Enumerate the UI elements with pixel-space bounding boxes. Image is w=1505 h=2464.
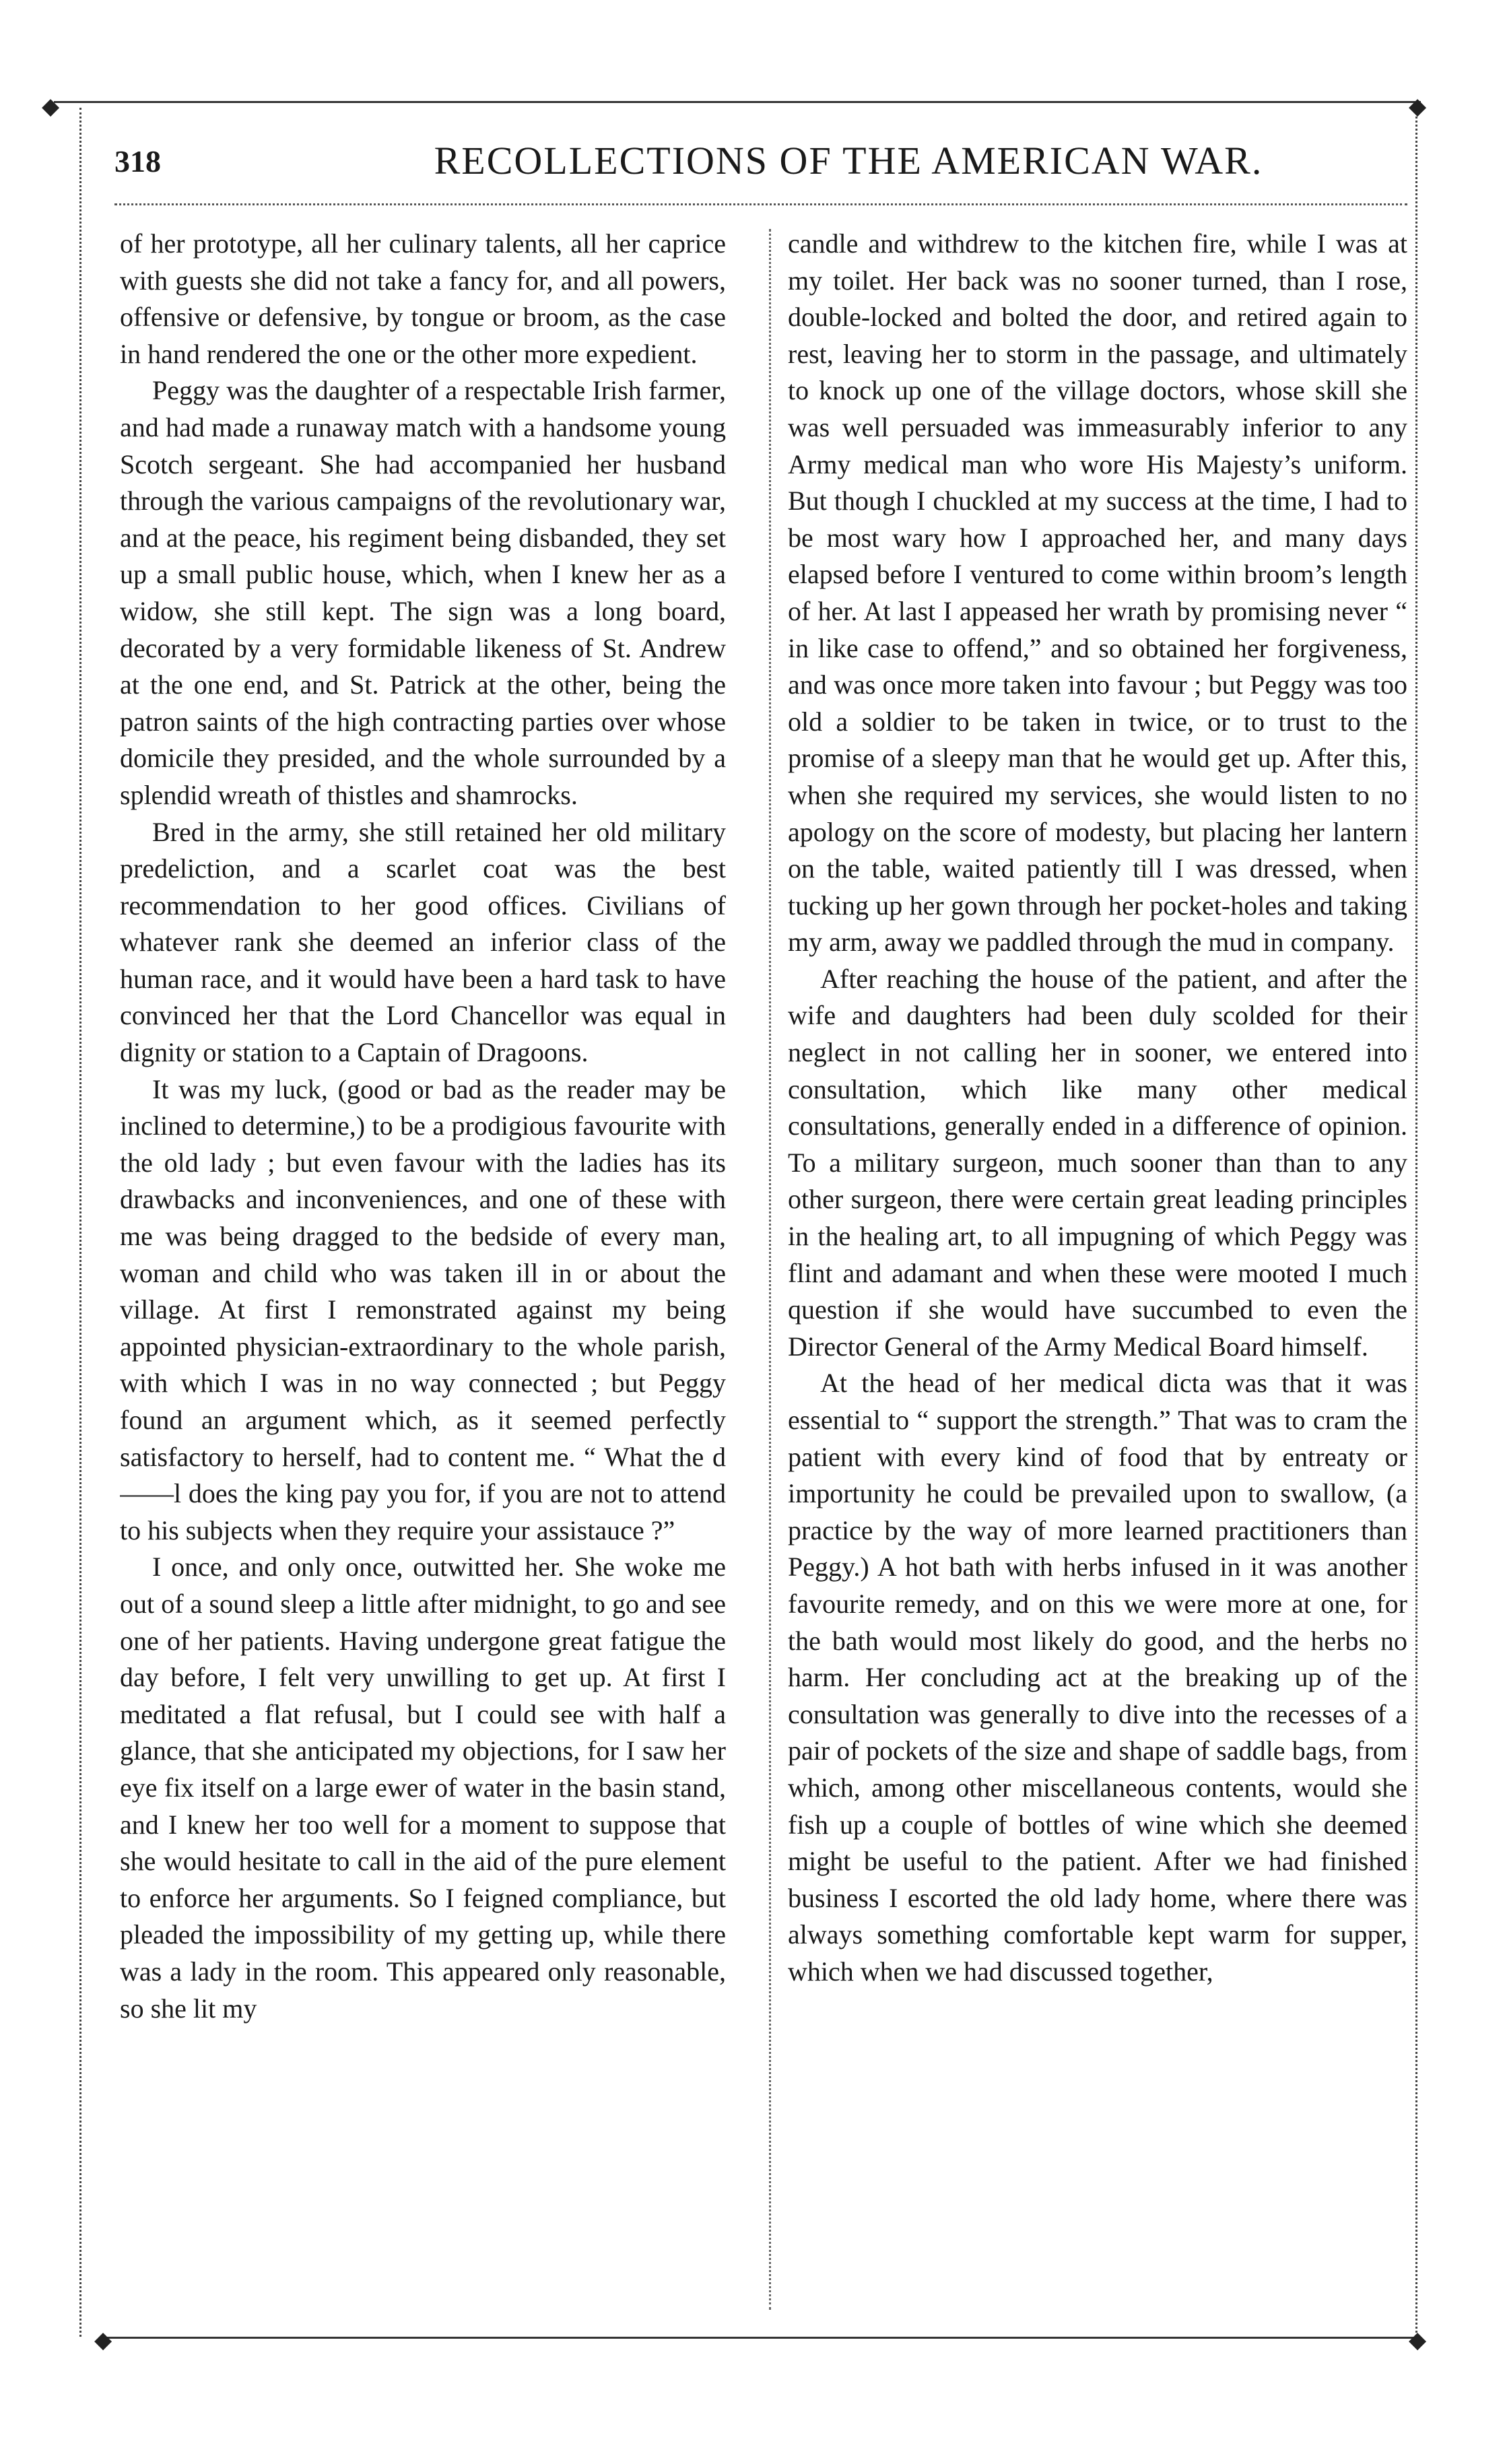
corner-ornament-icon: ◆ <box>94 2328 112 2353</box>
corner-ornament-icon: ◆ <box>42 94 60 119</box>
corner-ornament-icon: ◆ <box>1409 2328 1427 2353</box>
page-number: 318 <box>114 144 161 178</box>
running-title: RECOLLECTIONS OF THE AMERICAN WAR. <box>434 139 1263 182</box>
right-column <box>788 226 1407 2313</box>
page-frame-bottom <box>101 2337 1421 2339</box>
left-column <box>120 226 726 2313</box>
paragraph: candle and withdrew to the kitchen fire, while I was at my toilet. Her back was no sooner turned, than I rose, double-locked and bolted the door, and retired again to rest, leaving her to storm in the passage, and ultimately to knock up one of the village doctors, whose skill she was well persuaded was immeasurably inferior to any Army medical man who wore His Majesty’s uniform. But though I chuckled at my success at the time, I had to be most wary how I approached her, and many days elapsed before I ventured to come within broom’s length of her. At last I appeased her wrath by promising never “ in like case to offend,” and so obtained her forgiveness, and was once more taken into favour ; but Peggy was too old a soldier to be taken in twice, or to trust to the promise of a sleepy man that he would get up. After this, when she required my services, she would listen to no apology on the score of modesty, but placing her lantern on the table, waited patiently till I was dressed, when tucking up her gown through her pocket-holes and taking my arm, away we paddled through the mud in company. <box>788 228 1407 958</box>
header-rule <box>114 203 1407 205</box>
paragraph: Bred in the army, she still retained her old military predeliction, and a scarlet coat was the best recommendation to her good offices. Civilians of whatever rank she deemed an inferior class of the human race, and it would have been a hard task to have convinced her that the Lord Chancellor was equal in dignity or station to a Captain of Dragoons. <box>120 816 726 1068</box>
page-frame-right <box>1415 108 1417 2337</box>
paragraph: I once, and only once, outwitted her. She woke me out of a sound sleep a little after midnight, to go and see one of her patients. Having undergone great fatigue the day before, I felt very unwilling to get up. At first I meditated a flat refusal, but I could see with half a glance, that she anticipated my objections, for I saw her eye fix itself on a large ewer of water in the basin stand, and I knew her too well for a moment to suppose that she would hesitate to call in the aid of the pure element to enforce her arguments. So I feigned compliance, but pleaded the impossibility of my getting up, while there was a lady in the room. This appeared only reasonable, so she lit my <box>120 1552 726 2024</box>
page-header <box>114 138 1407 192</box>
paragraph: of her prototype, all her culinary talents, all her caprice with guests she did not take a fancy for, and all powers, offensive or defensive, by tongue or broom, as the case in hand rendered the one or the other more expedient. <box>120 228 726 369</box>
paragraph: At the head of her medical dicta was that it was essential to “ support the strength.” That was to cram the patient with every kind of food that by entreaty or importunity he could be prevailed upon to swallow, (a practice by the way of more learned practitioners than Peggy.) A hot bath with herbs infused in it was another favourite remedy, and on this we were more at one, for the bath would most likely do good, and the herbs no harm. Her concluding act at the breaking up of the consultation was generally to dive into the recesses of a pair of pockets of the size and shape of saddle bags, from which, among other miscellaneous contents, would she fish up a couple of bottles of wine which she deemed might be useful to the patient. After we had finished business I escorted the old lady home, where there was always something comfortable kept warm for supper, which when we had discussed together, <box>788 1368 1407 1987</box>
paragraph: Peggy was the daughter of a respectable Irish farmer, and had made a runaway match with a handsome young Scotch sergeant. She had accompanied her husband through the various campaigns of the revolutionary war, and at the peace, his regiment being disbanded, they set up a small public house, which, when I knew her as a widow, she still kept. The sign was a long board, decorated by a very formidable likeness of St. Andrew at the one end, and St. Patrick at the other, being the patron saints of the high contracting parties over whose domicile they presided, and the whole surrounded by a splendid wreath of thistles and shamrocks. <box>120 375 726 810</box>
page-frame-left <box>79 108 81 2337</box>
page-frame-top <box>54 101 1421 114</box>
paragraph: After reaching the house of the patient, and after the wife and daughters had been duly scolded for their neglect in not calling her in sooner, we entered into consultation, which like many other medical consultations, generally ended in a difference of opinion. To a military surgeon, much sooner than than to any other surgeon, there were certain great leading principles in the healing art, to all impugning of which Peggy was flint and adamant and when these were mooted I much question if she would have succumbed to even the Director General of the Army Medical Board himself. <box>788 963 1407 1362</box>
column-divider <box>769 229 771 2310</box>
paragraph: It was my luck, (good or bad as the reader may be inclined to determine,) to be a prodigious favourite with the old lady ; but even favour with the ladies has its drawbacks and inconveniences, and one of these with me was being dragged to the bedside of every man, woman and child who was taken ill in or about the village. At first I remonstrated against my being appointed physician-extraordinary to the whole parish, with which I was in no way connected ; but Peggy found an argument which, as it seemed perfectly satisfactory to herself, had to content me. “ What the d——l does the king pay you for, if you are not to attend to his subjects when they require your assistauce ?” <box>120 1073 726 1545</box>
corner-ornament-icon: ◆ <box>1409 94 1427 119</box>
